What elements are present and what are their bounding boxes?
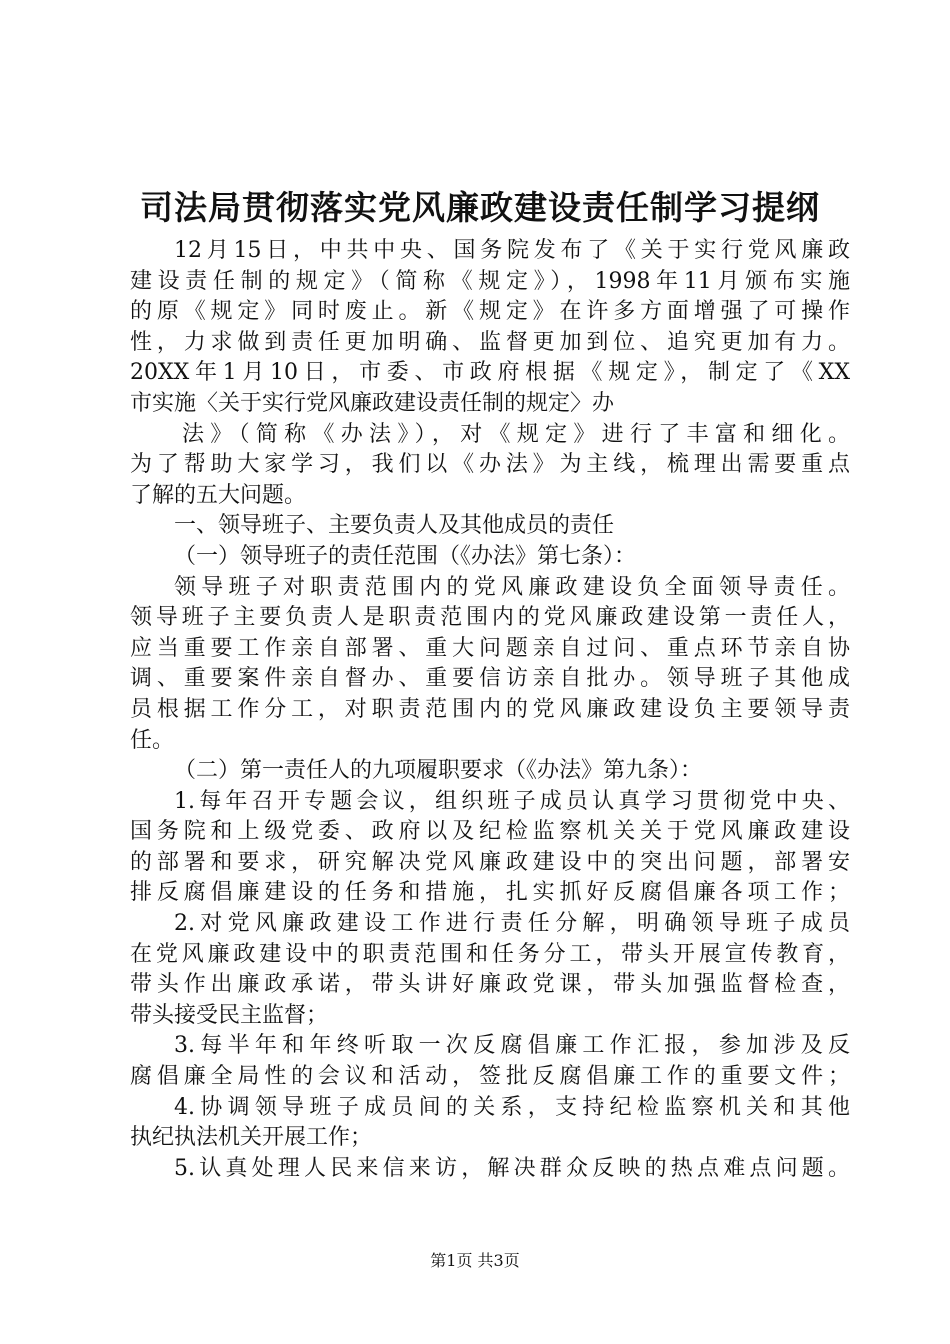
body-line: 为了帮助大家学习，我们以《办法》为主线，梳理出需要重点 bbox=[130, 452, 850, 478]
list-item-continuation: 带头作出廉政承诺，带头讲好廉政党课，带头加强监督检查， bbox=[130, 972, 850, 998]
body-line: 调、重要案件亲自督办、重要信访亲自批办。领导班子其他成 bbox=[130, 666, 850, 692]
list-item-continuation: 执纪执法机关开展工作； bbox=[130, 1125, 373, 1151]
list-item-continuation: 排反腐倡廉建设的任务和措施，扎实抓好反腐倡廉各项工作； bbox=[130, 880, 850, 906]
list-item-continuation: 国务院和上级党委、政府以及纪检监察机关关于党风廉政建设 bbox=[130, 819, 850, 845]
list-item: 3.每半年和年终听取一次反腐倡廉工作汇报，参加涉及反 bbox=[174, 1033, 850, 1059]
body-line: 的原《规定》同时废止。新《规定》在许多方面增强了可操作 bbox=[130, 299, 850, 325]
list-item: 5.认真处理人民来信来访，解决群众反映的热点难点问题。 bbox=[174, 1155, 850, 1181]
list-item: 4.协调领导班子成员间的关系，支持纪检监察机关和其他 bbox=[174, 1094, 850, 1120]
body-line: 应当重要工作亲自部署、重大问题亲自过问、重点环节亲自协 bbox=[130, 635, 850, 661]
body-line: 领导班子对职责范围内的党风廉政建设负全面领导责任。 bbox=[174, 574, 850, 600]
body-line: 20XX年1月10日，市委、市政府根据《规定》，制定了《XX bbox=[130, 360, 850, 386]
body-line: 领导班子主要负责人是职责范围内的党风廉政建设第一责任人， bbox=[130, 605, 850, 631]
body-line: 市实施〈关于实行党风廉政建设责任制的规定〉办 bbox=[130, 390, 615, 416]
list-item-continuation: 腐倡廉全局性的会议和活动，签批反腐倡廉工作的重要文件； bbox=[130, 1064, 850, 1090]
list-item-continuation: 带头接受民主监督； bbox=[130, 1002, 329, 1028]
subsection-heading: （一）领导班子的责任范围（《办法》第七条）： bbox=[174, 543, 637, 569]
subsection-heading: （二）第一责任人的九项履职要求（《办法》第九条）： bbox=[174, 758, 703, 784]
body-line: 员根据工作分工，对职责范围内的党风廉政建设负主要领导责 bbox=[130, 696, 850, 722]
list-item: 2.对党风廉政建设工作进行责任分解，明确领导班子成员 bbox=[174, 911, 850, 937]
list-item: 1.每年召开专题会议，组织班子成员认真学习贯彻党中央、 bbox=[174, 788, 850, 814]
section-heading: 一、领导班子、主要负责人及其他成员的责任 bbox=[174, 513, 615, 539]
body-line: 建设责任制的规定》（简称《规定》），1998年11月颁布实施 bbox=[130, 268, 850, 294]
body-line: 性，力求做到责任更加明确、监督更加到位、追究更加有力。 bbox=[130, 329, 850, 355]
document-body bbox=[130, 236, 850, 1184]
document-title: 司法局贯彻落实党风廉政建设责任制学习提纲 bbox=[140, 188, 820, 227]
list-item-continuation: 的部署和要求，研究解决党风廉政建设中的突出问题，部署安 bbox=[130, 849, 850, 875]
list-item-continuation: 在党风廉政建设中的职责范围和任务分工，带头开展宣传教育， bbox=[130, 941, 850, 967]
body-line: 任。 bbox=[130, 727, 175, 753]
body-line: 12月15日，中共中央、国务院发布了《关于实行党风廉政 bbox=[174, 238, 850, 263]
body-line: 了解的五大问题。 bbox=[130, 482, 307, 508]
page-footer: 第1页 共3页 bbox=[430, 1251, 520, 1270]
body-line: 法》（简称《办法》），对《规定》进行了丰富和细化。 bbox=[182, 421, 850, 447]
